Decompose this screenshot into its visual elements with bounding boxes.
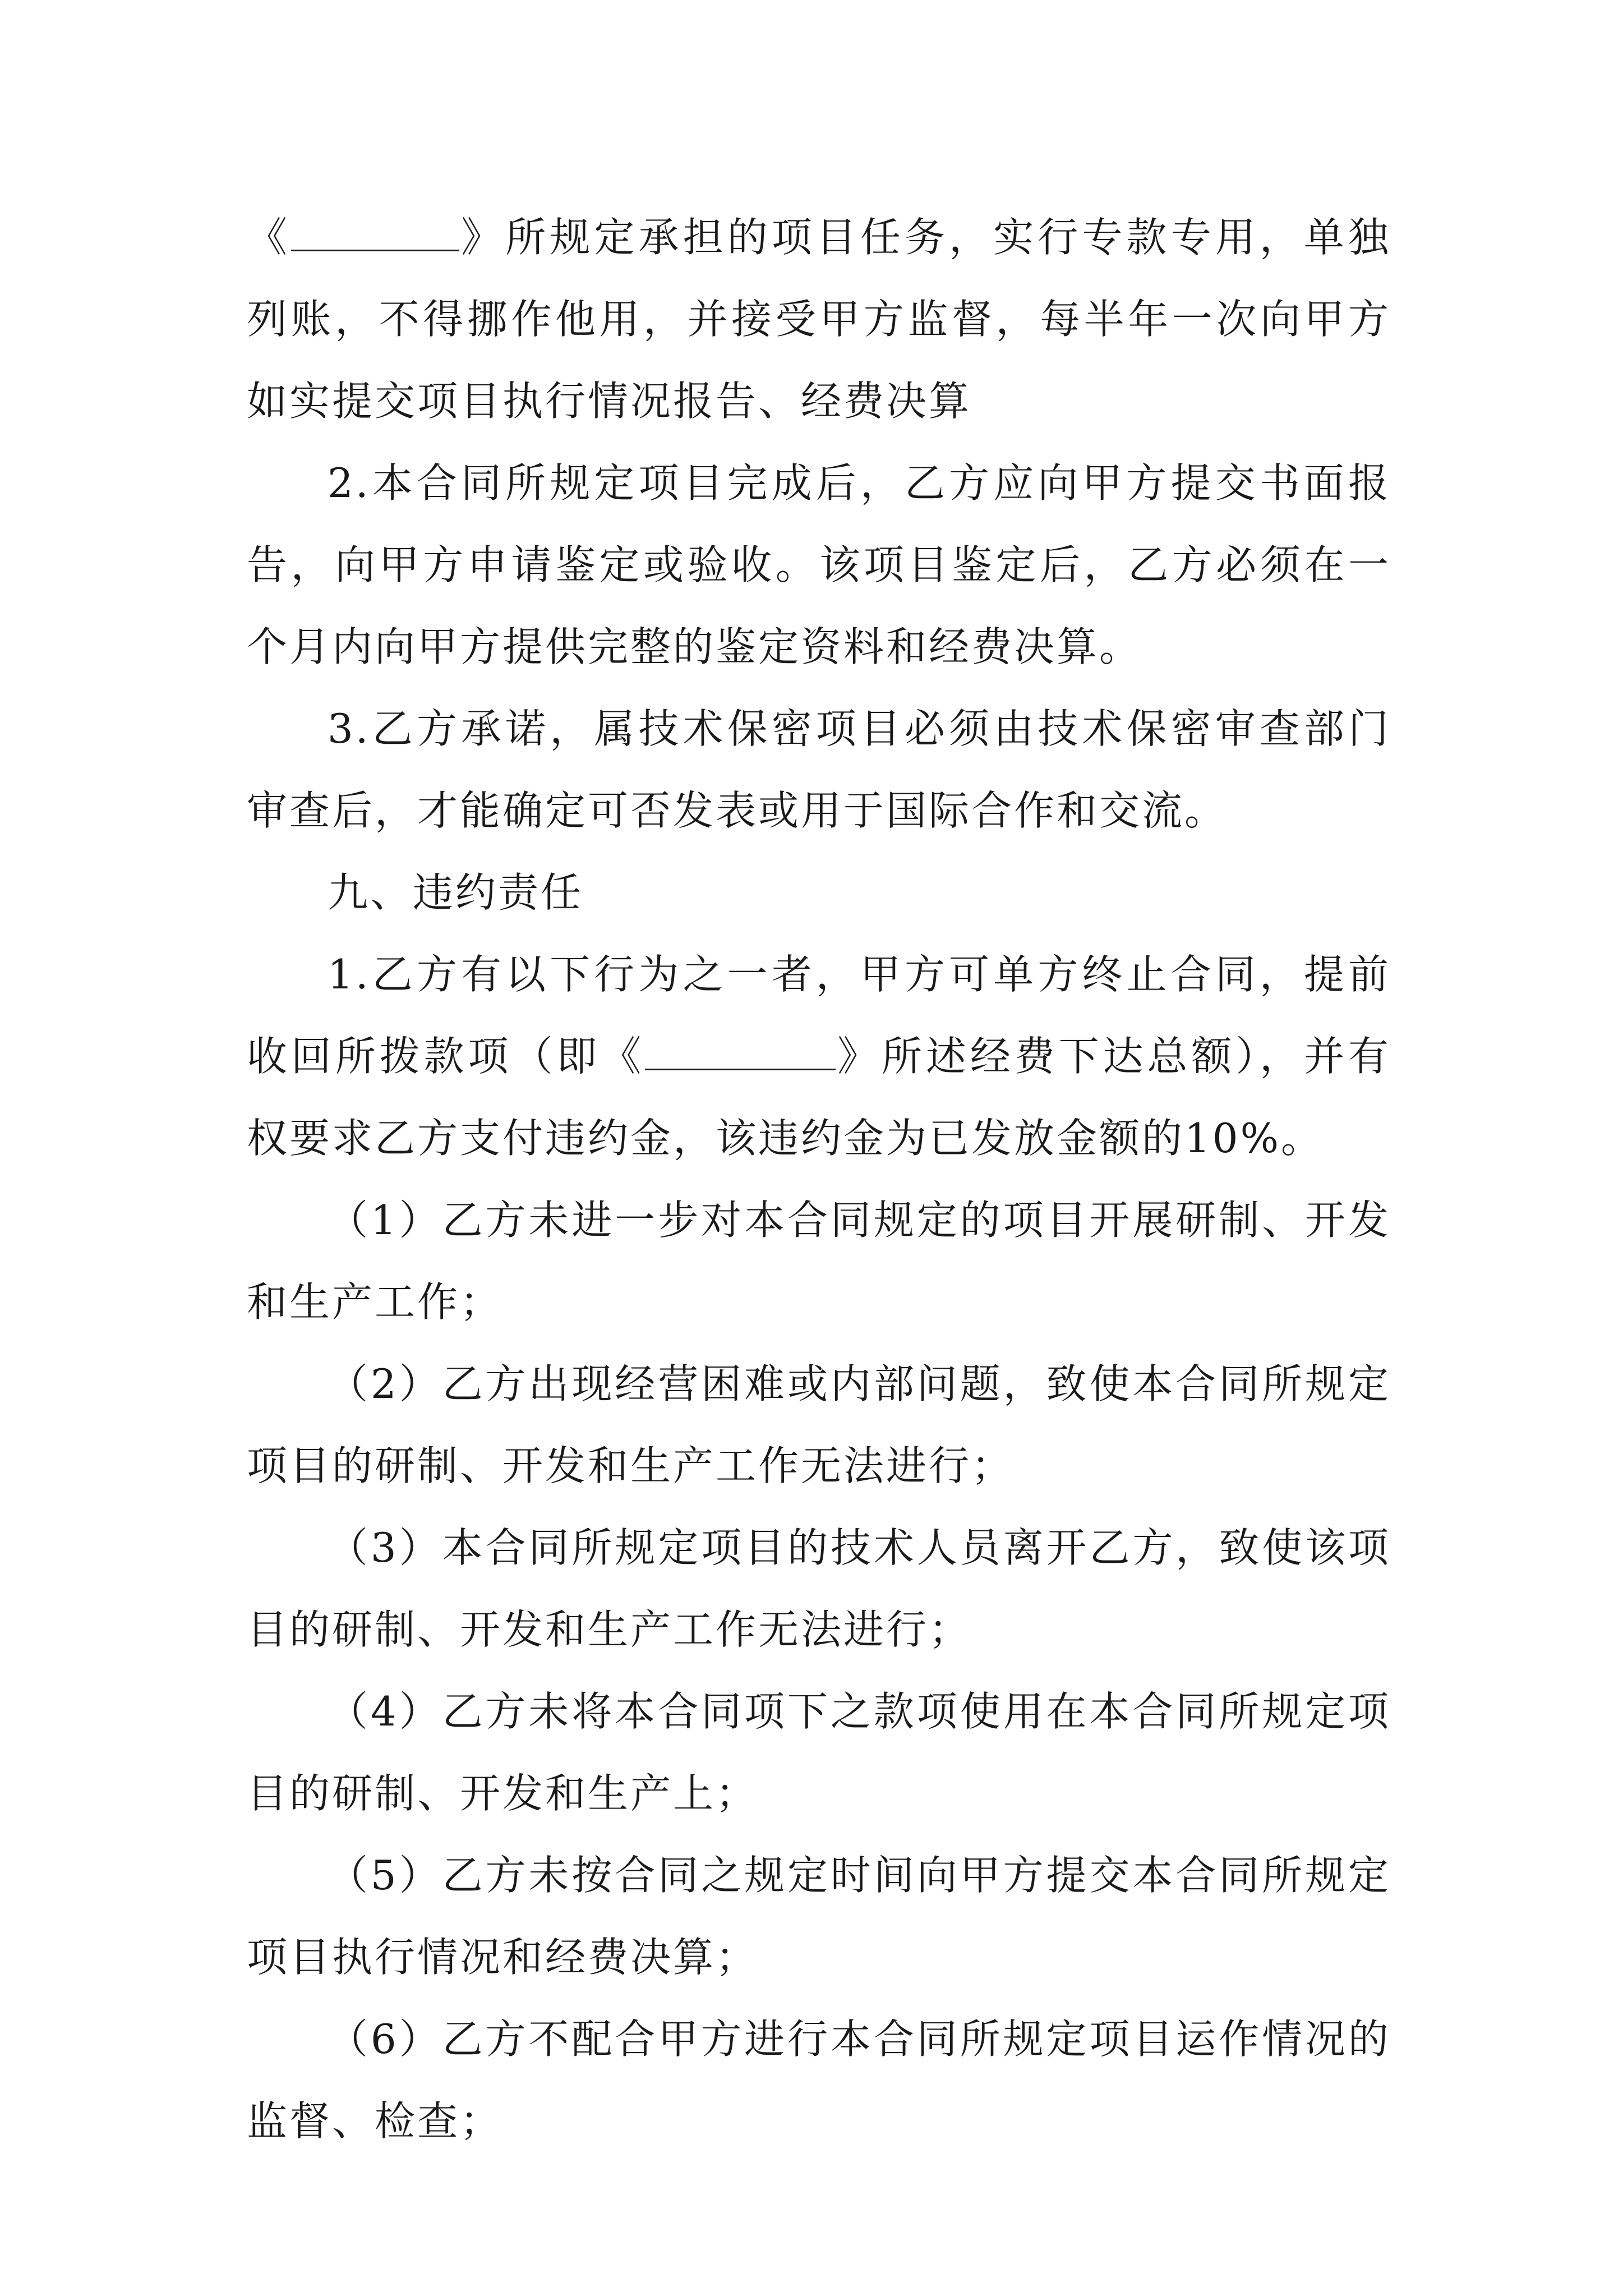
document-body [247,196,1391,2162]
list-item-breach-1: （1）乙方未进一步对本合同规定的项目开展研制、开发和生产工作； [247,1197,1391,1326]
section-heading-breach-liability: 九、违约责任 [328,869,584,916]
list-item-breach-2: （2）乙方出现经营困难或内部问题，致使本合同所规定项目的研制、开发和生产工作无法进行； [247,1360,1391,1489]
paragraph-clause-3: 3.乙方承诺，属技术保密项目必须由技术保密审查部门审查后，才能确定可否发表或用于国际合作和交流。 [247,705,1391,834]
blank-field-document-name [291,217,459,251]
paragraph-clause-2: 2.本合同所规定项目完成后，乙方应向甲方提交书面报告，向甲方申请鉴定或验收。该项目鉴定后，乙方必须在一个月内向甲方提供完整的鉴定资料和经费决算。 [247,459,1391,670]
list-item-breach-4: （4）乙方未将本合同项下之款项使用在本合同所规定项目的研制、开发和生产上； [247,1688,1391,1817]
paragraph-1-prefix: 《 [247,214,292,261]
list-item-breach-3: （3）本合同所规定项目的技术人员离开乙方，致使该项目的研制、开发和生产工作无法进行； [247,1524,1391,1653]
paragraph-breach-clause-1 [247,933,1391,1179]
breach-clause-text: 》所述经费下达总额），并有权要求乙方支付违约金，该违约金为已发放金额的10%。 [247,1033,1391,1162]
list-item-breach-5: （5）乙方未按合同之规定时间向甲方提交本合同所规定项目执行情况和经费决算； [247,1852,1391,1981]
list-item-breach-6: （6）乙方不配合甲方进行本合同所规定项目运作情况的监督、检查； [247,2016,1391,2145]
paragraph-project-tasks [247,196,1391,442]
breach-clause-prefix: 1.乙方有以下行为之一者，甲方可单方终止合同，提前收回所拨款项（即《 [247,951,1391,1080]
paragraph-1-text: 》所规定承担的项目任务，实行专款专用，单独列账，不得挪作他用，并接受甲方监督，每半年一次向甲方如实提交项目执行情况报告、经费决算 [247,214,1391,425]
blank-field-document-name-2 [645,1036,836,1070]
